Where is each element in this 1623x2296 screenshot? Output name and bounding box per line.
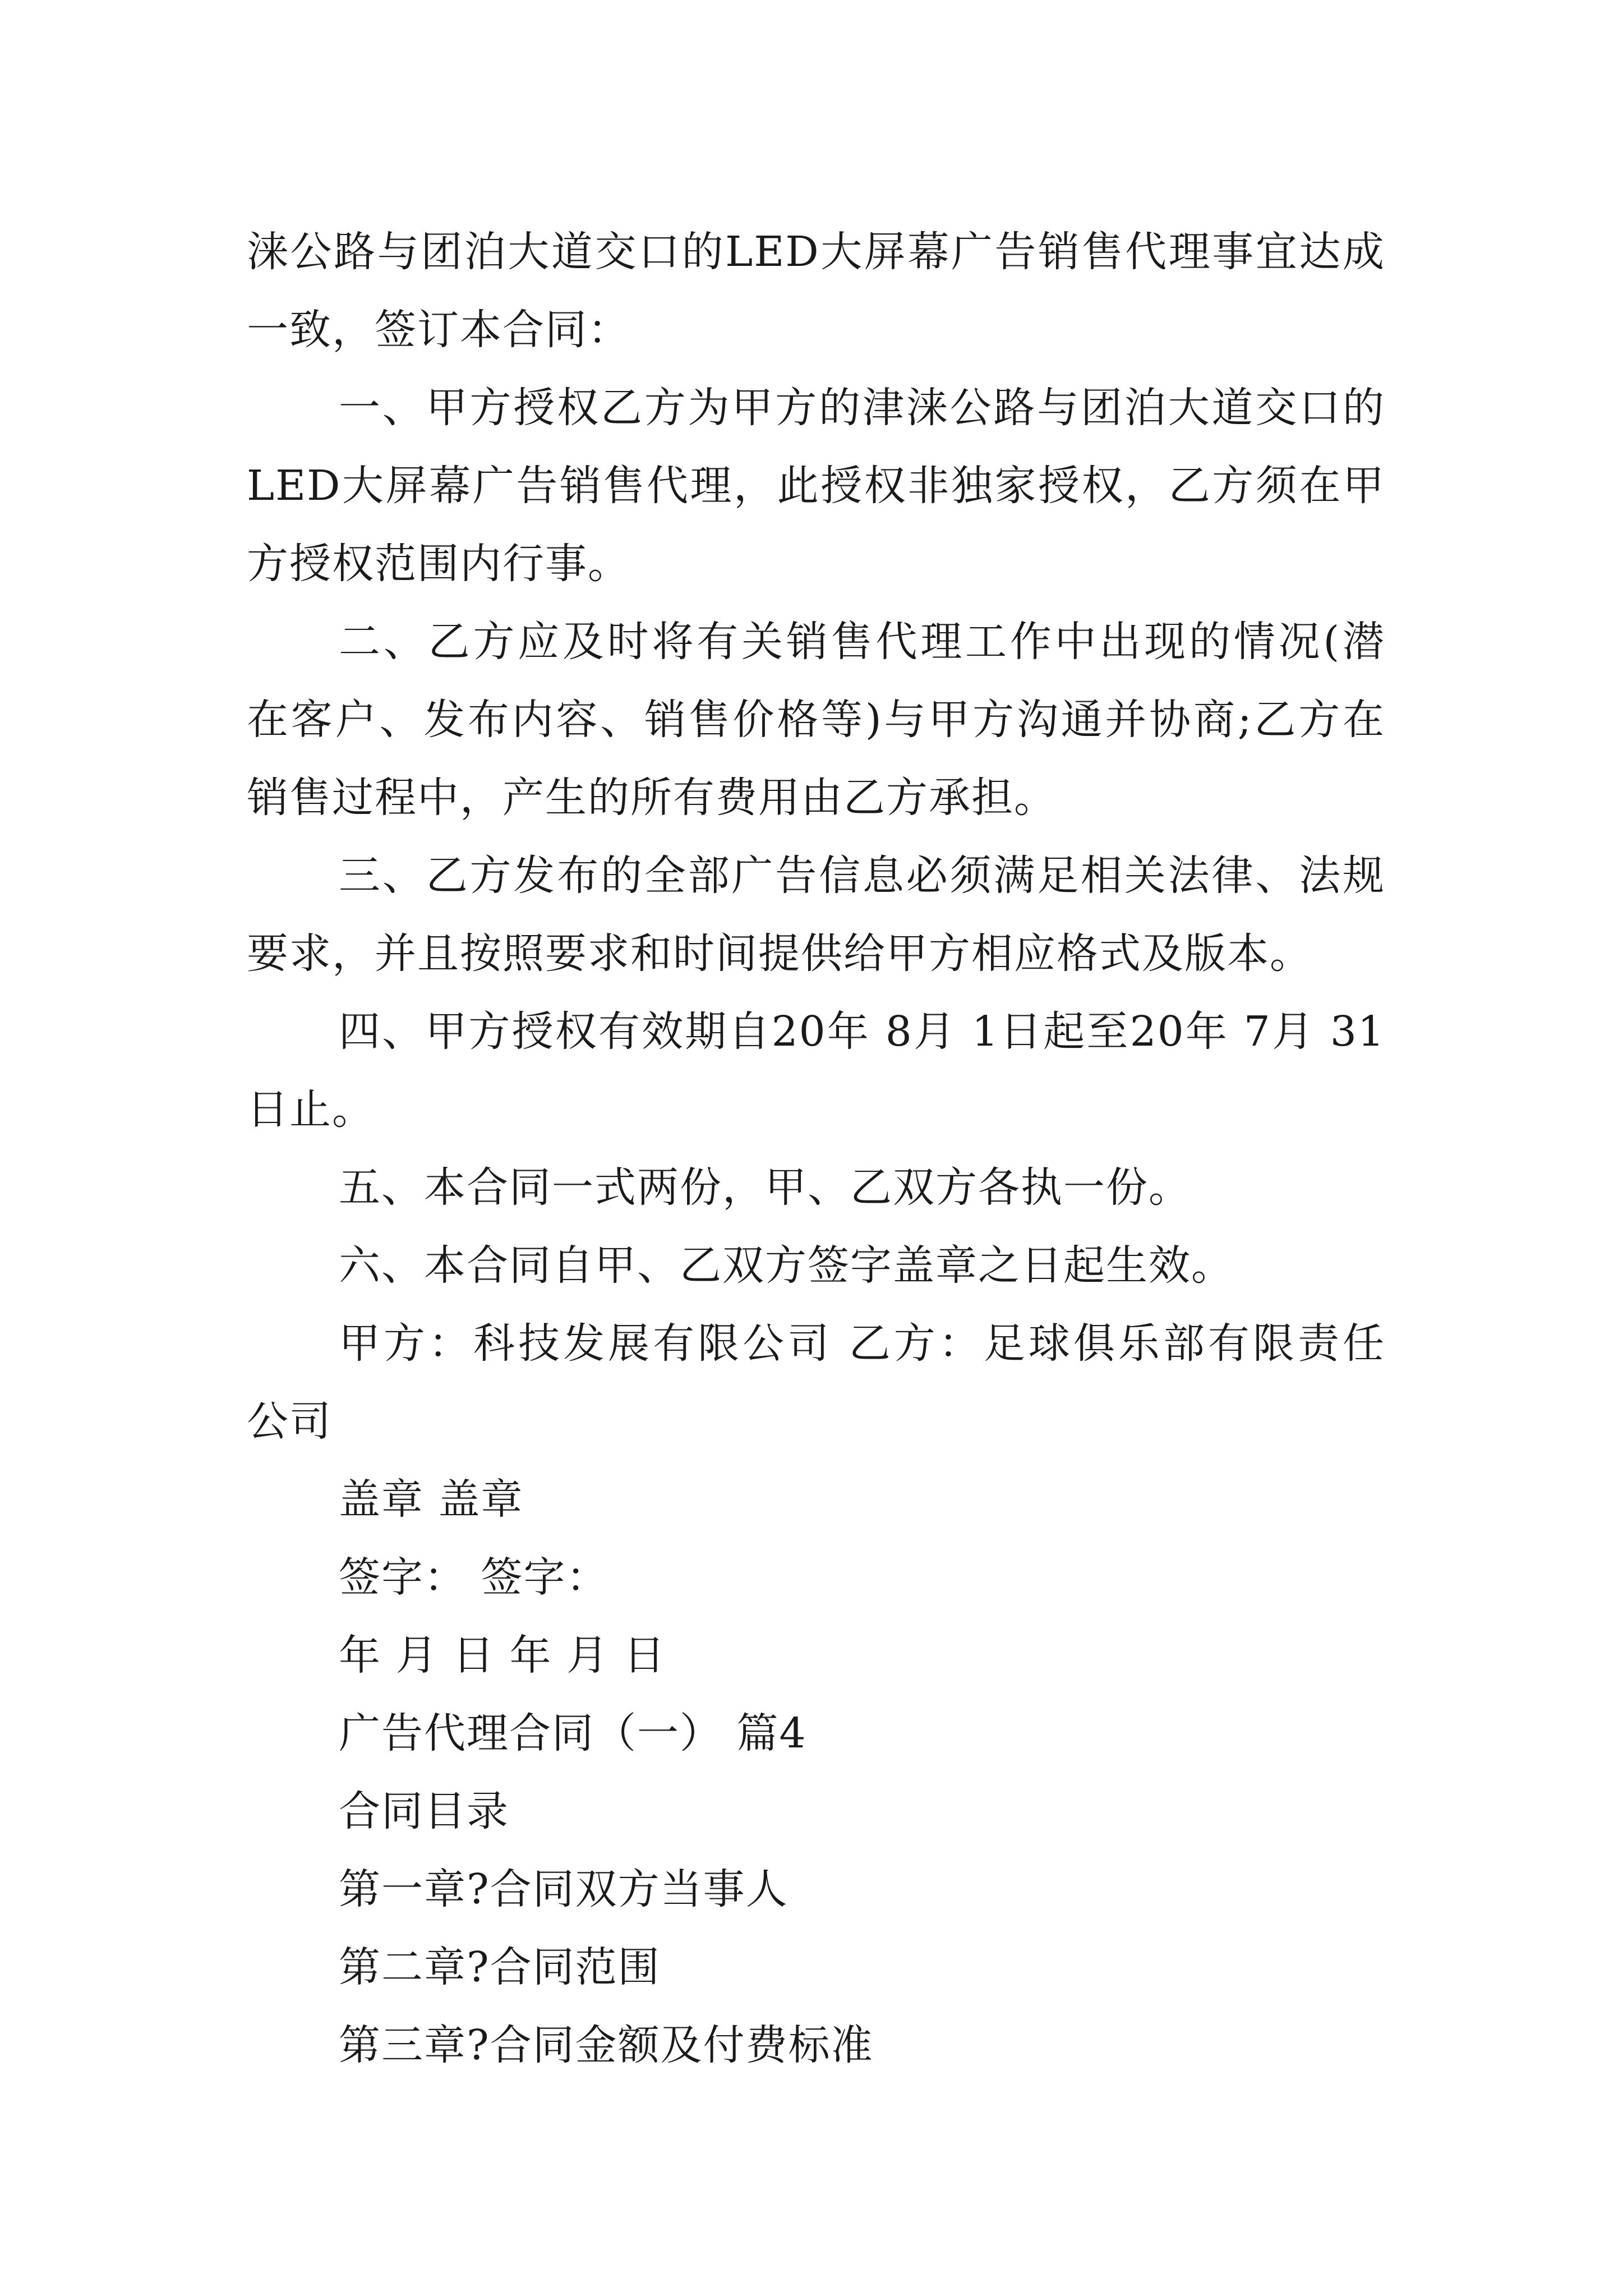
section-heading: 广告代理合同（一） 篇4 [339,1709,807,1757]
clause-3-line: 要求，并且按照要求和时间提供给甲方相应格式及版本。 [247,930,1312,978]
clause-5-line: 五、本合同一式两份，甲、乙双方各执一份。 [339,1163,1191,1212]
clause-4-line: 四、甲方授权有效期自20年 8月 1日起至20年 7月 31 [339,1007,1385,1056]
clause-2-line: 二、乙方应及时将有关销售代理工作中出现的情况(潜 [339,618,1385,666]
clause-3-line: 三、乙方发布的全部广告信息必须满足相关法律、法规 [339,852,1385,900]
date-line: 年 月 日 年 月 日 [339,1631,666,1680]
body-line: 涞公路与团泊大道交口的LED大屏幕广告销售代理事宜达成 [247,228,1385,276]
toc-item: 第二章?合同范围 [339,1943,661,1991]
parties-line: 公司 [247,1397,332,1446]
body-line: 一致，签订本合同： [247,306,630,354]
signature-line: 签字： 签字： [339,1553,609,1602]
clause-1-line: 一、甲方授权乙方为甲方的津涞公路与团泊大道交口的 [339,384,1385,432]
document-body [247,213,1385,2085]
clause-6-line: 六、本合同自甲、乙双方签字盖章之日起生效。 [339,1241,1234,1290]
toc-item: 第一章?合同双方当事人 [339,1865,789,1913]
toc-item: 第三章?合同金额及付费标准 [339,2021,874,2069]
parties-line: 甲方：科技发展有限公司 乙方：足球俱乐部有限责任 [339,1319,1385,1368]
toc-heading: 合同目录 [339,1787,509,1835]
seal-line: 盖章 盖章 [339,1475,524,1524]
clause-2-line: 在客户、发布内容、销售价格等)与甲方沟通并协商;乙方在 [247,696,1385,744]
clause-1-line: 方授权范围内行事。 [247,540,630,588]
clause-1-line: LED大屏幕广告销售代理，此授权非独家授权，乙方须在甲 [247,462,1385,510]
clause-4-line: 日止。 [247,1085,375,1134]
clause-2-line: 销售过程中，产生的所有费用由乙方承担。 [247,774,1057,822]
